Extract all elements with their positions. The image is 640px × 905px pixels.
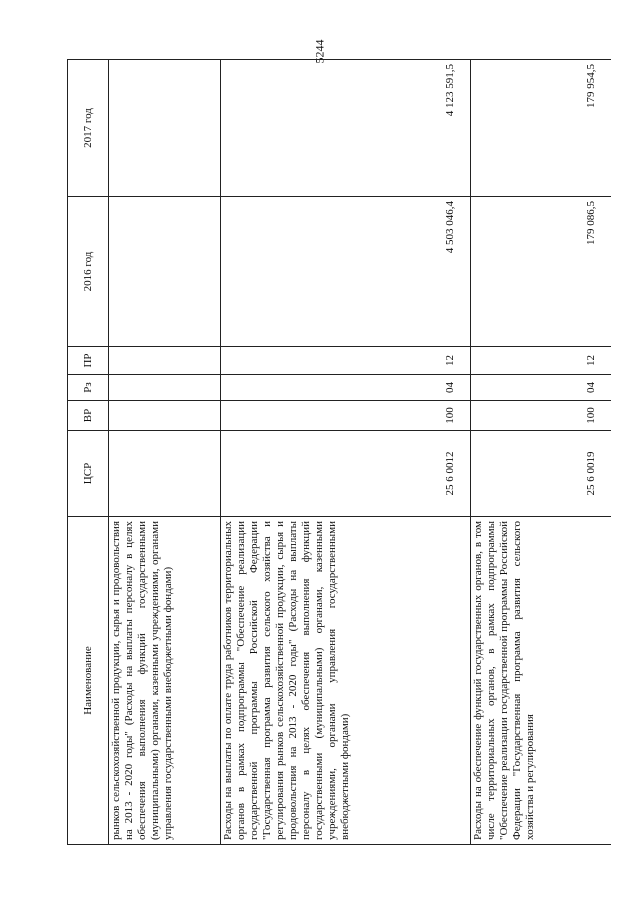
cell-vr: 100 xyxy=(471,401,611,431)
header-2017: 2017 год xyxy=(68,60,109,197)
cell-pr xyxy=(109,347,221,375)
header-2016: 2016 год xyxy=(68,197,109,347)
cell-2017: 179 954,5 xyxy=(471,60,611,197)
cell-vr: 100 xyxy=(221,401,471,431)
header-csr: ЦСР xyxy=(68,431,109,517)
header-pr: ПР xyxy=(68,347,109,375)
cell-rz xyxy=(109,375,221,401)
cell-rz: 04 xyxy=(471,375,611,401)
cell-2016: 4 503 046,4 xyxy=(221,197,471,347)
cell-2017 xyxy=(109,60,221,197)
page-number: 5244 xyxy=(312,39,327,64)
cell-vr xyxy=(109,401,221,431)
cell-2016 xyxy=(109,197,221,347)
cell-2017: 4 123 591,5 xyxy=(221,60,471,197)
cell-csr xyxy=(109,431,221,517)
header-vr: ВР xyxy=(68,401,109,431)
cell-csr: 25 6 0019 xyxy=(471,431,611,517)
cell-name: Расходы на обеспечение функций государственных органов, в том числе территориальных органов, в рамках подпрограммы "Обеспечение реализации государственной программы Российской Федерации "Государственная программа развития сельского хозяйства и регулирования xyxy=(471,517,611,845)
budget-table xyxy=(67,60,624,845)
cell-pr: 12 xyxy=(471,347,611,375)
header-rz: Рз xyxy=(68,375,109,401)
header-name: Наименование xyxy=(68,517,109,845)
cell-2016: 179 086,5 xyxy=(471,197,611,347)
cell-name: рынков сельскохозяйственной продукции, сырья и продовольствия на 2013 - 2020 годы" (Расходы на выплаты персоналу в целях обеспечения выполнения функций государственными (муниципальными) органами, казенными учреждениями, органами управления государственными внебюджетными фондами) xyxy=(109,517,221,845)
table-header-row xyxy=(68,60,109,845)
cell-name: Расходы на выплаты по оплате труда работников территориальных органов в рамках подпрограммы "Обеспечение реализации государственной программы Российской Федерации "Государственная программа развития сельского хозяйства и регулирования рынков сельскохозяйственной продукции, сырья и продовольствия на 2013 - 2020 годы" (Расходы на выплаты персоналу в целях обеспечения выполнения функций государственными (муниципальными) органами, казенными учреждениями, органами управления государственными внебюджетными фондами) xyxy=(221,517,471,845)
table-row xyxy=(109,60,221,845)
table-row xyxy=(471,60,611,845)
cell-rz: 04 xyxy=(221,375,471,401)
cell-pr: 12 xyxy=(221,347,471,375)
cell-csr: 25 6 0012 xyxy=(221,431,471,517)
table-row xyxy=(221,60,471,845)
